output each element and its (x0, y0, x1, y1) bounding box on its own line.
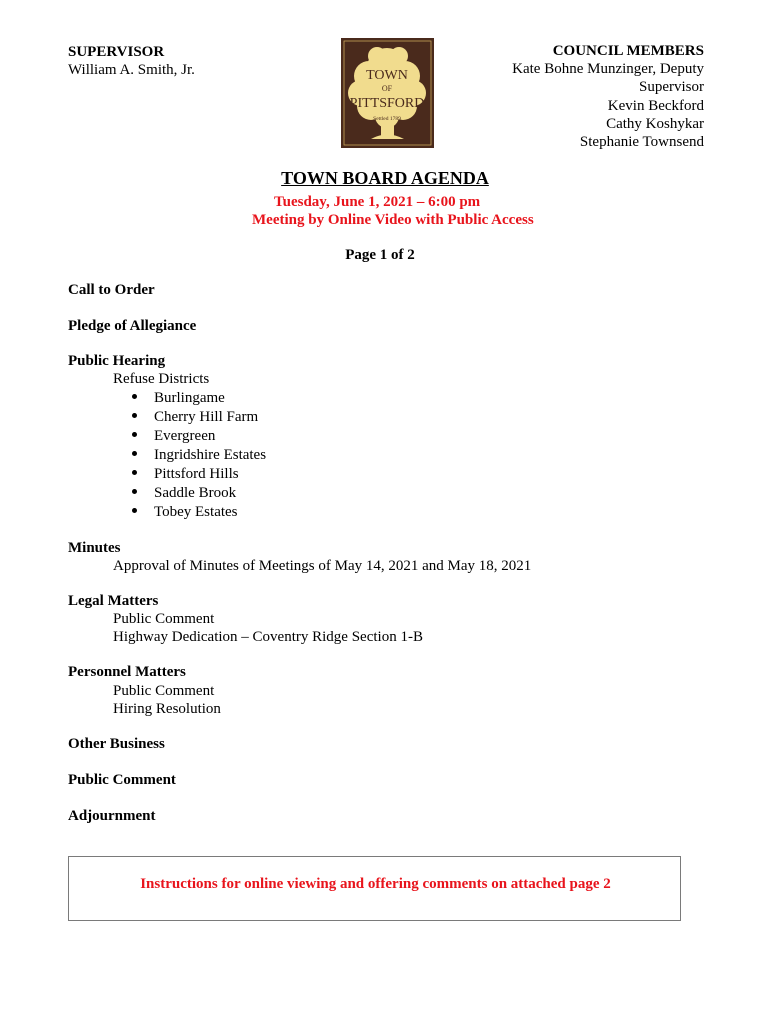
personnel-item: Public Comment (113, 683, 215, 699)
list-item: Burlingame (132, 389, 225, 407)
instructions-box (68, 856, 681, 921)
list-item: Saddle Brook (132, 484, 236, 502)
section-pledge: Pledge of Allegiance (68, 318, 197, 334)
page-title: TOWN BOARD AGENDA (281, 168, 489, 188)
tree-seal-icon (341, 38, 434, 148)
logo-line2: OF (381, 84, 393, 93)
logo-line4: Settled 1789 (373, 116, 401, 122)
logo-line3: PITTSFORD (349, 96, 425, 111)
bullet-icon (132, 489, 137, 494)
supervisor-block (68, 43, 195, 79)
legal-item: Highway Dedication – Coventry Ridge Section 1-B (113, 629, 423, 645)
section-personnel-matters: Personnel Matters (68, 664, 186, 680)
list-item: Cherry Hill Farm (132, 408, 258, 426)
bullet-icon (132, 432, 137, 437)
council-member: Stephanie Townsend (579, 134, 704, 151)
bullet-icon (132, 413, 137, 418)
bullet-icon (132, 451, 137, 456)
bullet-icon (132, 508, 137, 513)
section-call-to-order: Call to Order (68, 282, 155, 298)
section-legal-matters: Legal Matters (68, 593, 159, 609)
council-heading: COUNCIL MEMBERS (552, 43, 704, 59)
section-public-hearing: Public Hearing (68, 353, 166, 369)
council-member: Kevin Beckford (607, 97, 704, 114)
council-members-block (444, 42, 704, 151)
council-member: Kate Bohne Munzinger, Deputy (512, 61, 704, 78)
list-item: Tobey Estates (132, 503, 238, 521)
instructions-text: Instructions for online viewing and offering comments on attached page 2 (140, 876, 611, 892)
section-other-business: Other Business (68, 736, 165, 752)
bullet-icon (132, 470, 137, 475)
list-item: Evergreen (132, 427, 215, 445)
logo-line1: TOWN (366, 68, 408, 83)
council-member: Supervisor (639, 79, 704, 96)
list-item: Ingridshire Estates (132, 446, 266, 464)
list-item: Pittsford Hills (132, 465, 239, 483)
meeting-date: Tuesday, June 1, 2021 – 6:00 pm (274, 194, 481, 210)
section-minutes: Minutes (68, 540, 121, 556)
public-hearing-subheading: Refuse Districts (113, 371, 210, 387)
bullet-icon (132, 394, 137, 399)
agenda-header (0, 167, 770, 263)
personnel-item: Hiring Resolution (113, 701, 221, 717)
page-indicator: Page 1 of 2 (345, 247, 415, 263)
legal-item: Public Comment (113, 611, 215, 627)
town-logo (341, 38, 434, 148)
meeting-format: Meeting by Online Video with Public Access (252, 212, 534, 228)
minutes-item: Approval of Minutes of Meetings of May 14, 2021 and May 18, 2021 (113, 558, 532, 574)
council-member: Cathy Koshykar (606, 115, 704, 132)
supervisor-heading: SUPERVISOR (68, 44, 165, 60)
section-adjournment: Adjournment (68, 808, 156, 824)
supervisor-name: William A. Smith, Jr. (68, 62, 195, 78)
section-public-comment: Public Comment (68, 772, 176, 788)
